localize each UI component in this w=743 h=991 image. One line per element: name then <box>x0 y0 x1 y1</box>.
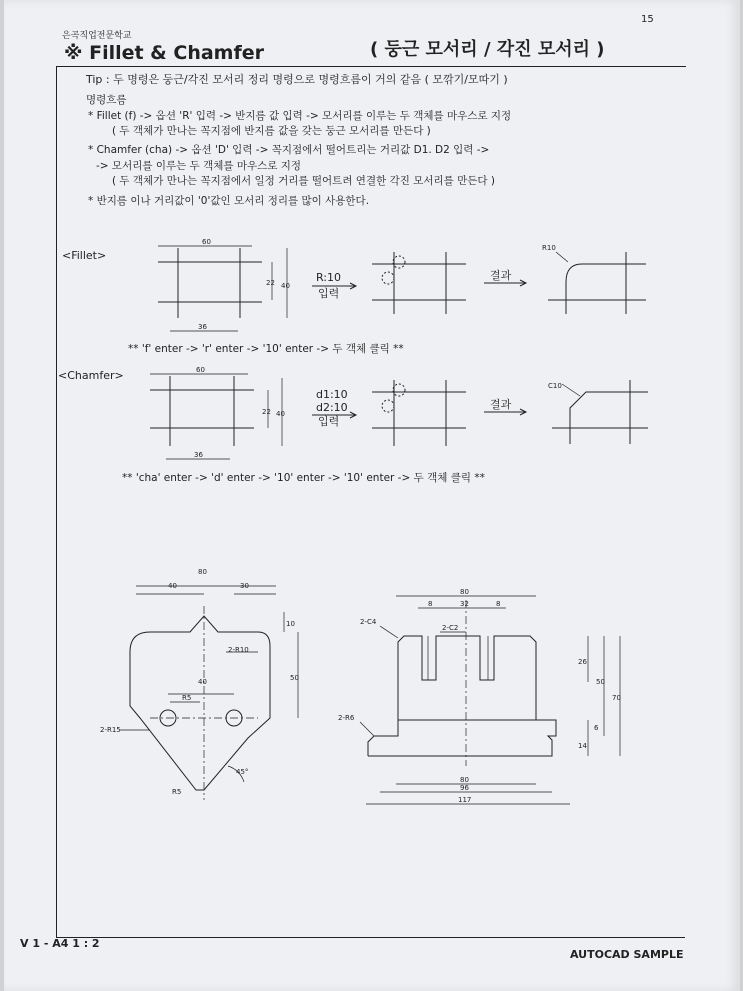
block-dim-32: 32 <box>460 600 469 608</box>
chamfer-input-label: 입력 <box>318 415 340 428</box>
fillet-desc-line: ( 두 객체가 만나는 꼭지점에 반지름 값을 갖는 둥근 모서리를 만든다 ) <box>112 125 431 137</box>
block-dim-8a: 8 <box>428 600 433 608</box>
fillet-result-tag: R10 <box>542 244 556 252</box>
chamfer-dim-v1: 22 <box>262 408 271 416</box>
block-dim-bottom-80: 80 <box>460 776 469 784</box>
plate-label-r15: 2-R15 <box>100 726 121 734</box>
block-label-r6: 2-R6 <box>338 714 355 722</box>
fillet-after-figure <box>542 244 646 314</box>
block-dim-50: 50 <box>596 678 605 686</box>
fillet-note: ** 'f' enter -> 'r' enter -> '10' enter -> 두 객체 클릭 ** <box>128 343 404 355</box>
block-dim-117: 117 <box>458 796 472 804</box>
block-dim-8b: 8 <box>496 600 501 608</box>
chamfer-result-tag: C10 <box>548 382 562 390</box>
chamfer-input-2: d2:10 <box>316 401 348 414</box>
chamfer-dim-bottom: 36 <box>194 451 203 459</box>
plate-dim-hole-40: 40 <box>198 678 207 686</box>
plate-label-45deg: 45° <box>236 768 249 776</box>
block-dim-6: 6 <box>594 724 599 732</box>
plate-dim-30: 30 <box>240 582 249 590</box>
block-dim-14: 14 <box>578 742 587 750</box>
chamfer-before-figure <box>150 366 285 459</box>
footer-scale: V 1 - A4 1 : 2 <box>20 937 100 950</box>
plate-dim-40: 40 <box>168 582 177 590</box>
flow-heading: 명령흐름 <box>86 94 127 106</box>
fillet-before-figure <box>158 238 290 331</box>
fillet-flow-line: * Fillet (f) -> 옵션 'R' 입력 -> 반지름 값 입력 -> 모서리를 이루는 두 객체를 마우스로 지정 <box>88 110 512 122</box>
chamfer-dim-top: 60 <box>196 366 205 374</box>
fillet-result-label: 결과 <box>490 269 512 282</box>
tip-text: Tip : 두 명령은 둥근/각진 모서리 정리 명령으로 명령흐름이 거의 같음 ( 모깎기/모따기 ) <box>86 73 508 86</box>
plate-label-bottom-r5: R5 <box>172 788 182 796</box>
school-name: 은곡직업전문학교 <box>62 31 132 41</box>
fillet-select-figure <box>372 252 466 314</box>
block-drawing <box>338 588 621 804</box>
fillet-label: <Fillet> <box>62 249 107 262</box>
chamfer-flow-line-2: -> 모서리를 이루는 두 객체를 마우스로 지정 <box>96 160 302 172</box>
page-number: 15 <box>641 14 654 25</box>
chamfer-dim-v2: 40 <box>276 410 285 418</box>
chamfer-select-figure <box>372 380 466 446</box>
fillet-dim-v2: 40 <box>281 282 290 290</box>
fillet-input-1: R:10 <box>316 271 342 284</box>
footer-title: AUTOCAD SAMPLE <box>570 948 684 961</box>
plate-dim-50: 50 <box>290 674 299 682</box>
chamfer-label: <Chamfer> <box>58 369 124 382</box>
page-subtitle: ( 둥근 모서리 / 각진 모서리 ) <box>370 39 605 60</box>
plate-label-r10: 2-R10 <box>228 646 249 654</box>
block-dim-70: 70 <box>612 694 621 702</box>
chamfer-flow-line: * Chamfer (cha) -> 옵션 'D' 입력 -> 꼭지점에서 떨어트리는 거리값 D1. D2 입력 -> <box>88 144 490 156</box>
fillet-input-label: 입력 <box>318 287 340 300</box>
fillet-dim-top: 60 <box>202 238 211 246</box>
block-dim-80: 80 <box>460 588 469 596</box>
block-dim-96: 96 <box>460 784 469 792</box>
block-label-c4: 2-C4 <box>360 618 377 626</box>
plate-label-r5: R5 <box>182 694 192 702</box>
fillet-dim-bottom: 36 <box>198 323 207 331</box>
chamfer-desc-line: ( 두 객체가 만나는 꼭지점에서 일정 거리를 떨어트려 연결한 각진 모서리를 만든다 ) <box>112 175 495 187</box>
chamfer-note: ** 'cha' enter -> 'd' enter -> '10' enter -> '10' enter -> 두 객체 클릭 ** <box>122 472 485 484</box>
plate-dim-10: 10 <box>286 620 295 628</box>
block-label-c2: 2-C2 <box>442 624 459 632</box>
page-title: ※ Fillet & Chamfer <box>64 42 264 64</box>
plate-drawing <box>100 568 299 800</box>
chamfer-input-1: d1:10 <box>316 388 348 401</box>
chamfer-result-label: 결과 <box>490 398 512 411</box>
block-dim-26: 26 <box>578 658 587 666</box>
fillet-dim-v1: 22 <box>266 279 275 287</box>
chamfer-after-figure <box>548 380 648 444</box>
plate-dim-80: 80 <box>198 568 207 576</box>
zero-value-line: * 반지름 이나 거리값이 '0'값인 모서리 정리를 많이 사용한다. <box>88 195 370 207</box>
